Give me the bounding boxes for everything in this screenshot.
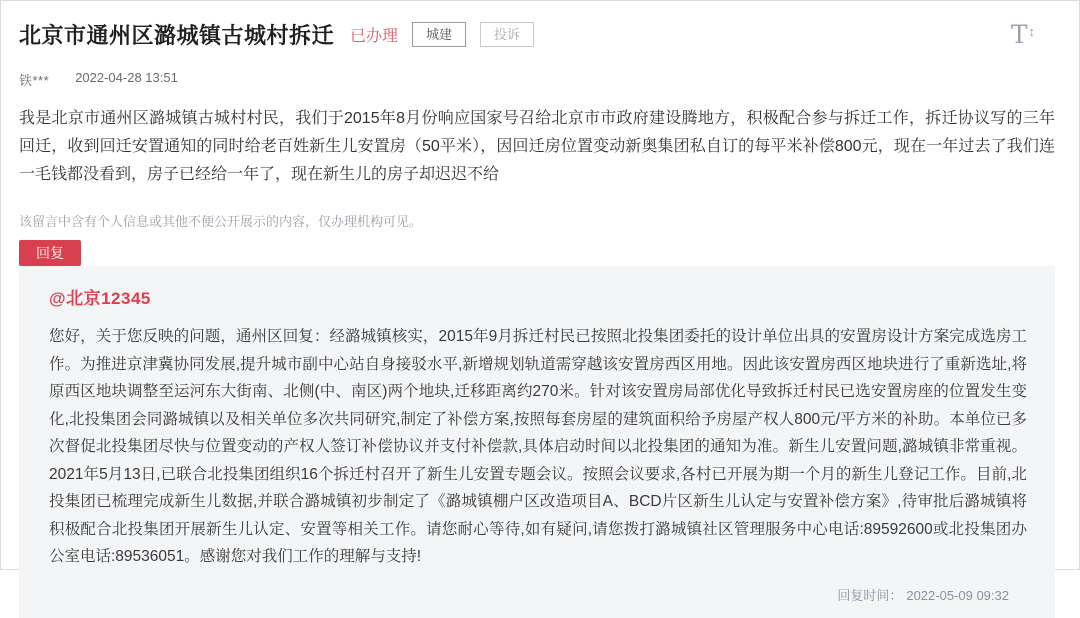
reply-time-label: 回复时间： <box>837 587 903 603</box>
reply-timestamp: 2022-05-09 09:32 <box>906 587 1009 603</box>
post-meta <box>19 70 1055 89</box>
title-row <box>19 19 1055 50</box>
page-title: 北京市通州区潞城镇古城村拆迁 <box>19 23 335 48</box>
reply-body-text: 您好，关于您反映的问题，通州区回复：经潞城镇核实，2015年9月拆迁村民已按照北投集团委托的设计单位出具的安置房设计方案完成选房工作。为推进京津冀协同发展,提升城市副中心站自身接驳水平,新增规划轨道需穿越该安置房西区用地。因此该安置房西区地块进行了重新选址,将原西区地块调整至运河东大街南、北侧(中、南区)两个地块,迁移距离约270米。针对该安置房局部优化导致拆迁村民已选安置房座的位置发生变化,北投集团会同潞城镇以及相关单位多次共同研究,制定了补偿方案,按照每套房屋的建筑面积给予房屋产权人800元/平方米的补助。本单位已多次督促北投集团尽快与位置变动的产权人签订补偿协议并支付补偿款,具体启动时间以北投集团的通知为准。新生儿安置问题,潞城镇非常重视。2021年5月13日,已联合北投集团组织16个拆迁村召开了新生儿安置专题会议。按照会议要求,各村已开展为期一个月的新生儿登记工作。目前,北投集团已梳理完成新生儿数据,并联合潞城镇初步制定了《潞城镇棚户区改造项目A、BCD片区新生儿认定与安置补偿方案》,待审批后潞城镇将积极配合北投集团开展新生儿认定、安置等相关工作。请您耐心等待,如有疑问,请您拨打潞城镇社区管理服务中心电话:89592600或北投集团办公室电话:89536051。感谢您对我们工作的理解与支持! <box>49 328 1027 565</box>
reply-time-row <box>49 585 1027 604</box>
font-size-letter: T <box>1010 20 1028 49</box>
category-tag-urban-construction: 城建 <box>412 22 466 47</box>
category-tag-complaint: 投诉 <box>480 22 534 47</box>
petition-body-text: 我是北京市通州区潞城镇古城村村民，我们于2015年8月份响应国家号召给北京市市政府建设腾地方，积极配合参与拆迁工作，拆迁协议写的三年回迁，收到回迁安置通知的同时给老百姓新生儿安置房（50平米），因回迁房位置变动新奥集团私自订的每平米补偿800元，现在一年过去了我们连一毛钱都没看到，房子已经给一年了，现在新生儿的房子却迟迟不给 <box>19 110 1055 183</box>
status-badge: 已办理 <box>350 28 399 45</box>
reply-button[interactable]: 回复 <box>19 240 81 266</box>
font-size-toggle-icon[interactable] <box>1011 22 1035 47</box>
privacy-note: 该留言中含有个人信息或其他不便公开展示的内容，仅办理机构可见。 <box>19 214 423 229</box>
post-timestamp: 2022-04-28 13:51 <box>75 70 178 85</box>
post-author: 铁*** <box>19 73 50 88</box>
resize-arrow-icon: ↕ <box>1028 24 1035 39</box>
content-area <box>1 1 1079 618</box>
official-reply-box <box>19 266 1055 618</box>
reply-author: @北京12345 <box>49 289 151 308</box>
